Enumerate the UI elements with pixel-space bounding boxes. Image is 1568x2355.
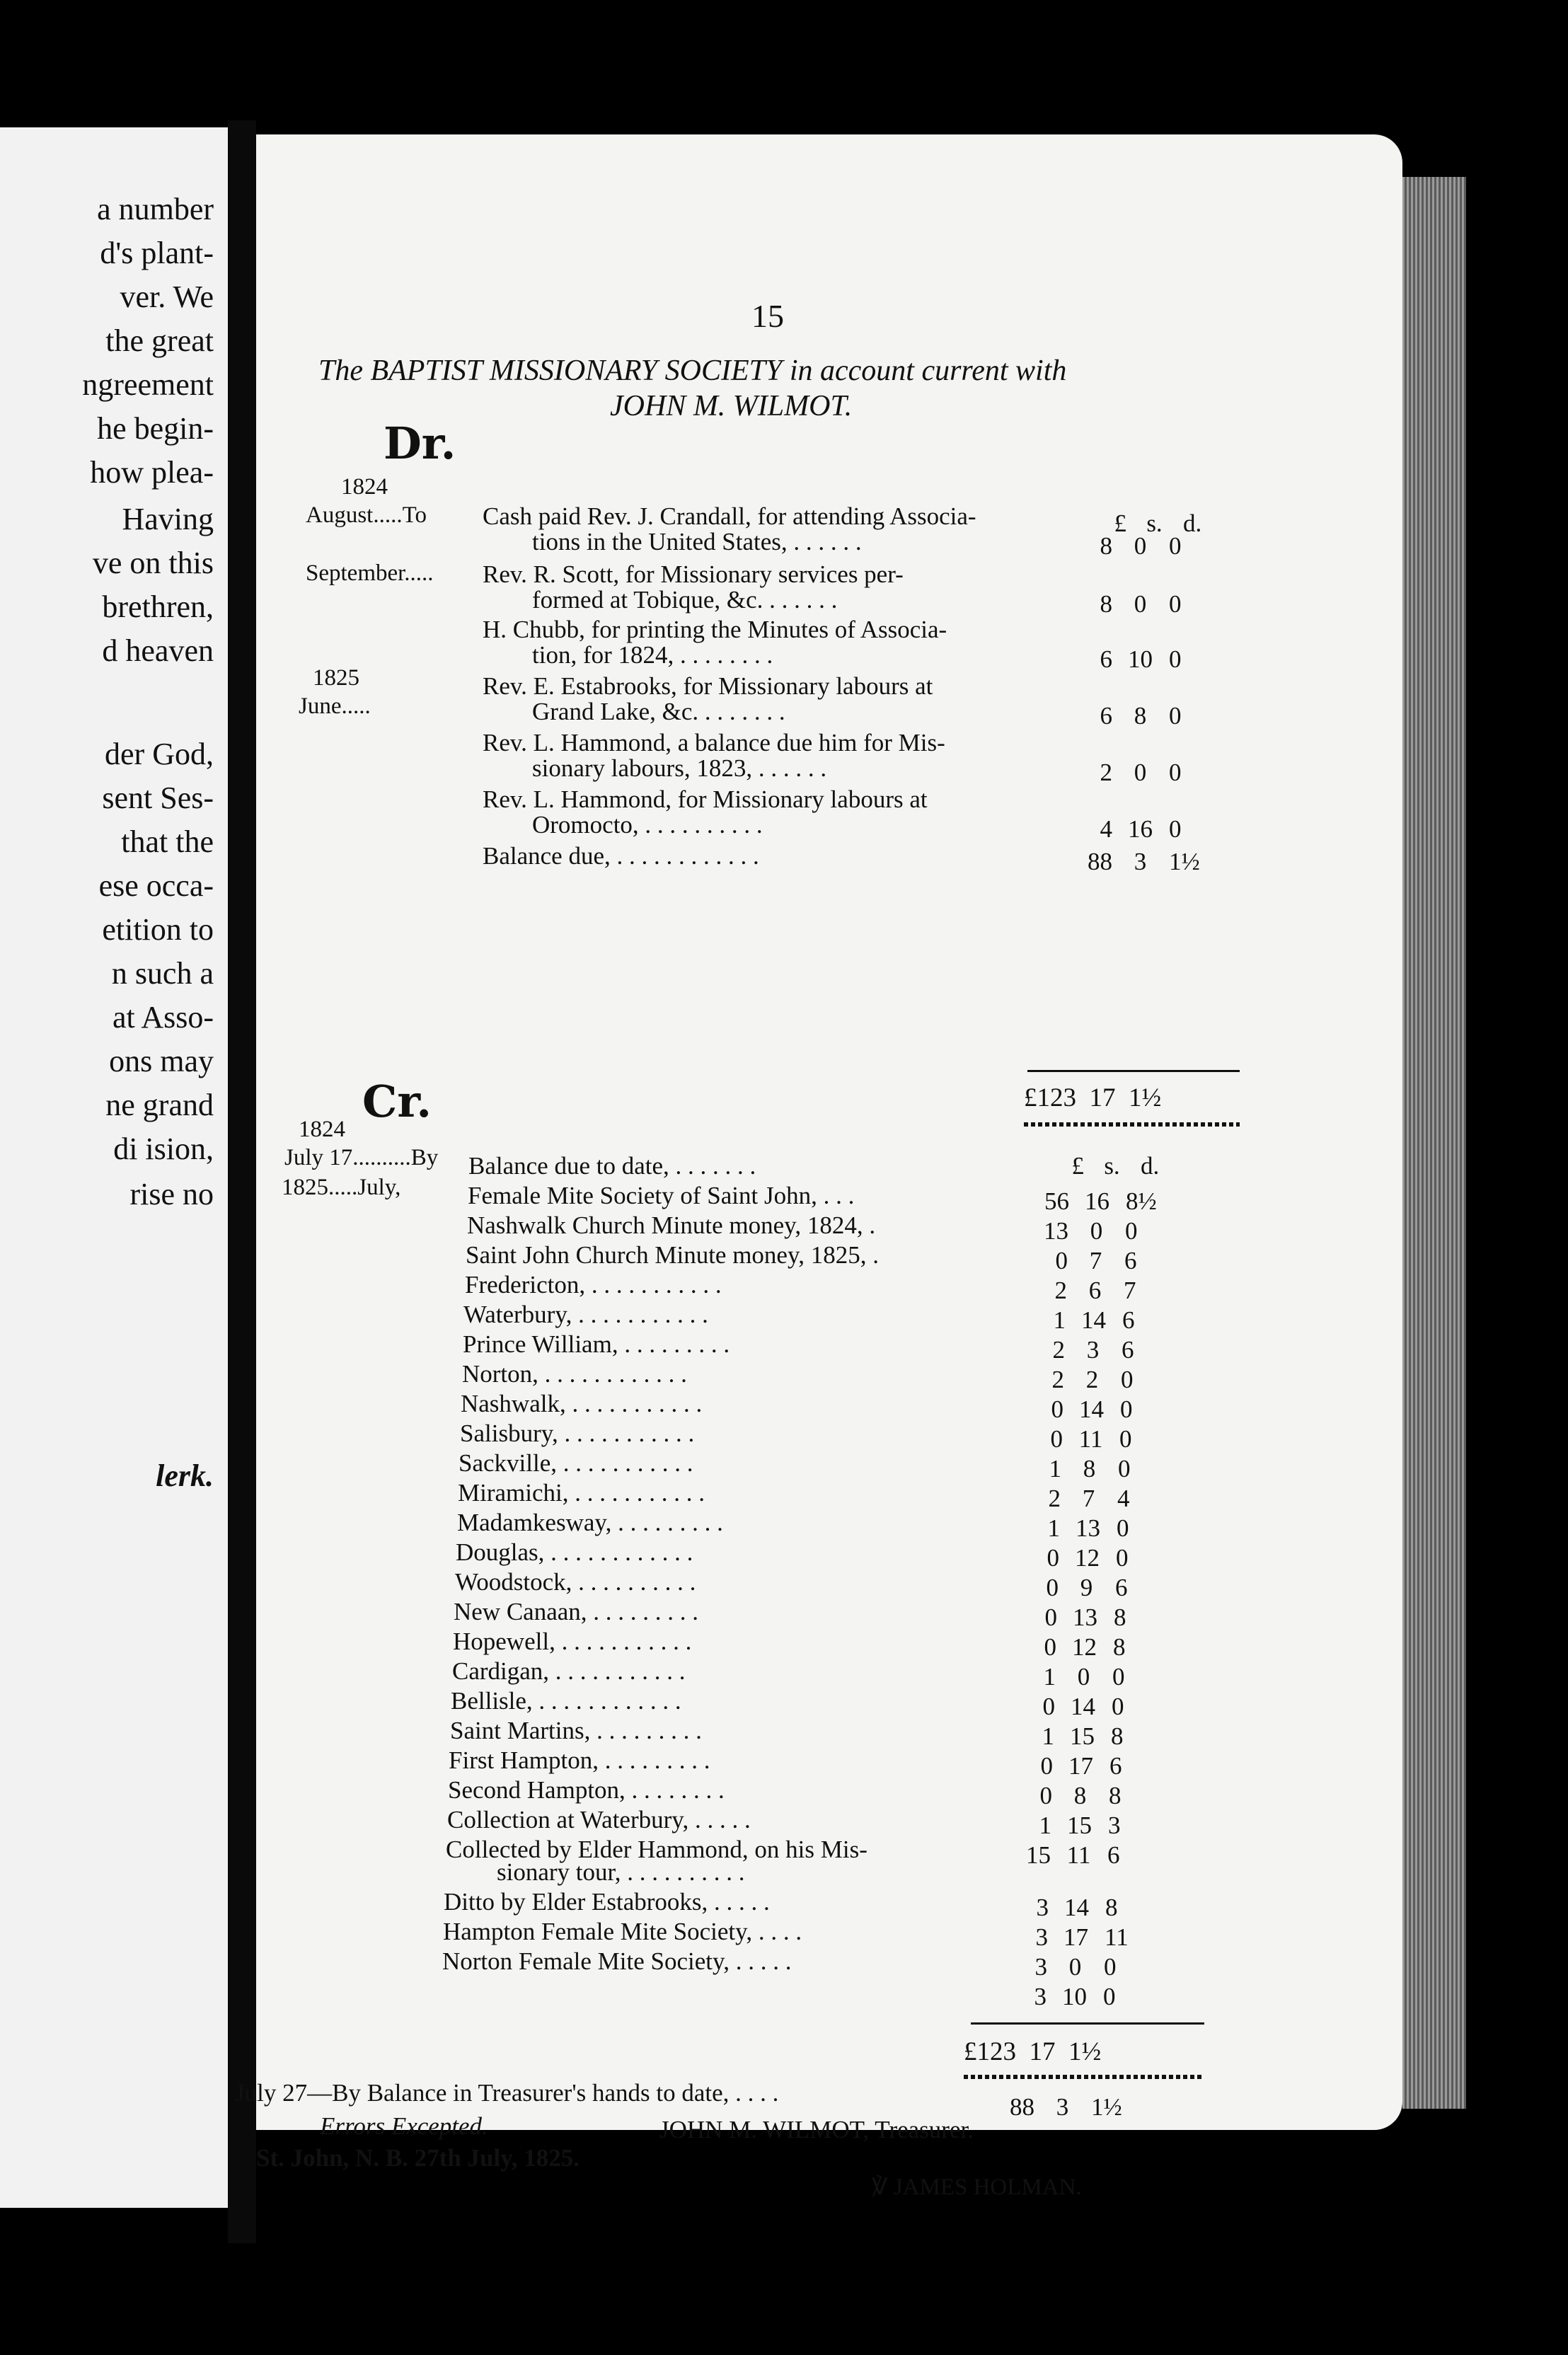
right-page	[235, 134, 1402, 2200]
debit-entry-text: Grand Lake, &c. . . . . . . .	[532, 698, 785, 725]
credit-entry-name: First Hampton, . . . . . . . . .	[449, 1746, 710, 1774]
debit-total-pounds: £123	[1024, 1083, 1076, 1112]
debit-entry-text: tion, for 1824, . . . . . . . .	[532, 641, 773, 669]
credit-entry-amount	[1005, 1953, 1146, 1981]
shillings: 3	[1086, 1336, 1100, 1364]
credit-entry-name: Balance due to date, . . . . . . .	[468, 1152, 756, 1180]
debit-total-rule	[1027, 1070, 1240, 1072]
pence-header: d.	[1141, 1152, 1160, 1180]
pounds: 8	[1100, 532, 1112, 560]
debit-entry-text: Balance due, . . . . . . . . . . . .	[483, 842, 759, 870]
pence: 0	[1169, 815, 1182, 843]
shillings: 16	[1128, 815, 1153, 843]
credit-entry-amount	[1023, 1306, 1165, 1335]
left-page-line: brethren,	[102, 589, 214, 624]
credit-entry-amount	[1022, 1366, 1163, 1394]
credit-entry-amount	[1025, 1277, 1166, 1305]
credit-entry-name: Norton, . . . . . . . . . . . .	[462, 1360, 687, 1388]
debit-entry-text: Oromocto, . . . . . . . . . .	[532, 811, 763, 839]
debit-entry-amount	[1070, 759, 1211, 787]
shillings: 11	[1078, 1425, 1103, 1453]
credit-entry-name: Saint John Church Minute money, 1825, .	[466, 1241, 879, 1269]
credit-entry-amount	[1022, 1336, 1164, 1364]
debit-entry-text: Cash paid Rev. J. Crandall, for attending Associa-	[483, 502, 976, 530]
debit-entry-amount	[1070, 645, 1211, 674]
pence: 6	[1115, 1574, 1128, 1601]
credit-entry-name: Miramichi, . . . . . . . . . . .	[458, 1479, 705, 1507]
pence: 0	[1119, 1425, 1132, 1453]
shillings: 0	[1090, 1217, 1103, 1245]
debit-entry-amount	[1070, 532, 1211, 560]
page-edges	[1402, 177, 1466, 2109]
left-page-line: der God,	[105, 737, 214, 771]
pounds: 3	[1034, 1983, 1047, 2010]
shillings: 10	[1128, 645, 1153, 673]
pence: 0	[1103, 1983, 1116, 2010]
credit-entry-amount	[1010, 1752, 1152, 1780]
debit-entry-text: Rev. E. Estabrooks, for Missionary labours at	[483, 672, 933, 700]
credit-entry-name: New Canaan, . . . . . . . . .	[454, 1598, 699, 1625]
pence: 6	[1122, 1336, 1134, 1364]
pence: 0	[1169, 532, 1182, 560]
pounds: 6	[1100, 645, 1112, 673]
shillings: 16	[1085, 1187, 1109, 1215]
credit-entry-name: Hopewell, . . . . . . . . . . .	[453, 1628, 692, 1655]
shillings: 14	[1081, 1306, 1106, 1334]
left-page-line: at Asso-	[113, 1000, 214, 1035]
pounds: 1	[1042, 1722, 1054, 1750]
pence: 6	[1109, 1752, 1122, 1780]
pounds: 13	[1044, 1217, 1068, 1245]
shillings: 6	[1088, 1277, 1102, 1304]
balance-amount	[992, 2093, 1134, 2121]
shillings: 7	[1089, 1247, 1102, 1274]
shillings: 0	[1134, 532, 1147, 560]
credit-entry-name: Douglas, . . . . . . . . . . . .	[456, 1538, 693, 1566]
shillings: 14	[1079, 1395, 1104, 1423]
left-page	[0, 127, 228, 2208]
account-title: The BAPTIST MISSIONARY SOCIETY in account current with	[318, 355, 1067, 387]
left-page-line: sent Ses-	[102, 781, 214, 815]
shillings: 9	[1080, 1574, 1093, 1601]
credit-entry-amount	[1021, 1395, 1163, 1424]
pence: 6	[1107, 1841, 1120, 1869]
pence: 0	[1104, 1953, 1117, 1981]
book-spine	[228, 120, 256, 2243]
left-page-line: lerk.	[156, 1458, 214, 1493]
credit-entry-amount	[1009, 1812, 1151, 1840]
shillings: 7	[1082, 1485, 1095, 1512]
shillings: 17	[1063, 1923, 1088, 1951]
per-james-holman: ℣ JAMES HOLMAN.	[872, 2175, 1082, 2200]
pence: 0	[1169, 759, 1182, 786]
pounds: 8	[1100, 590, 1112, 618]
left-page-line: how plea-	[90, 455, 214, 490]
pence: 4	[1117, 1485, 1130, 1512]
debit-year-1825: 1825	[313, 665, 359, 691]
credit-entry-amount	[1027, 1158, 1169, 1186]
credit-year-1824: 1824	[299, 1117, 345, 1142]
pence: 0	[1117, 1514, 1129, 1542]
credit-entry-amount	[1018, 1514, 1159, 1543]
credit-entry-amount	[1018, 1485, 1160, 1513]
pounds-header: £	[1114, 509, 1126, 537]
shillings: 13	[1076, 1514, 1100, 1542]
debit-year-1824: 1824	[341, 474, 388, 500]
pence: 8	[1105, 1894, 1118, 1921]
pounds: 2	[1048, 1485, 1061, 1512]
pounds: 1	[1053, 1306, 1066, 1334]
shillings: 3	[1134, 848, 1147, 875]
credit-entry-name: sionary tour, . . . . . . . . . .	[497, 1858, 745, 1886]
pence: 6	[1122, 1306, 1135, 1334]
pounds: 0	[1051, 1395, 1063, 1423]
place-date: St. John, N. B. 27th July, 1825.	[256, 2144, 580, 2172]
shillings: 12	[1072, 1633, 1097, 1661]
account-holder: JOHN M. WILMOT.	[610, 390, 853, 422]
pounds: 3	[1034, 1953, 1047, 1981]
credit-total-pence: 1½	[1068, 2037, 1102, 2066]
shillings: 8	[1073, 1782, 1087, 1809]
credit-label-1825-july: 1825.....July,	[282, 1175, 401, 1200]
credit-total-rule	[971, 2022, 1204, 2025]
balance-line: July 27—By Balance in Treasurer's hands to date, . . . .	[235, 2079, 779, 2107]
shillings: 8	[1083, 1455, 1096, 1482]
debit-total-double-rule	[1024, 1122, 1240, 1127]
credit-entry-name: Saint Martins, . . . . . . . . .	[450, 1717, 702, 1744]
left-page-line: that the	[121, 824, 214, 859]
left-page-line: n such a	[111, 956, 214, 991]
pence: 8½	[1126, 1187, 1157, 1215]
pounds: 3	[1035, 1923, 1048, 1951]
shillings-header: s.	[1104, 1152, 1120, 1180]
debit-total-pence: 1½	[1129, 1083, 1162, 1112]
shillings: 8	[1134, 702, 1147, 730]
debit-label-august: August.....To	[306, 502, 427, 528]
debit-entry-amount	[1070, 848, 1211, 876]
credit-entry-name: Madamkesway, . . . . . . . . .	[457, 1509, 723, 1536]
credit-entry-amount	[1014, 1633, 1155, 1662]
pence: 0	[1118, 1455, 1131, 1482]
balance-pence: 1½	[1091, 2093, 1122, 2121]
errors-excepted: Errors Excepted.	[320, 2112, 488, 2140]
pence: 11	[1105, 1923, 1129, 1951]
credit-entry-name: Norton Female Mite Society, . . . . .	[442, 1947, 792, 1975]
pounds: 3	[1036, 1894, 1049, 1921]
left-page-line: etition to	[102, 912, 214, 947]
pence: 0	[1112, 1663, 1125, 1691]
treasurer-signature: JOHN M. WILMOT, Treasurer.	[659, 2116, 974, 2143]
credit-entry-amount	[1006, 1894, 1148, 1922]
left-page-line: d's plant-	[100, 236, 214, 270]
credit-entry-amount	[1016, 1574, 1158, 1602]
pounds: 2	[1100, 759, 1112, 786]
pence-header: d.	[1183, 509, 1202, 537]
pounds: 15	[1026, 1841, 1051, 1869]
left-page-line: di ision,	[113, 1132, 214, 1166]
credit-entry-amount	[1025, 1247, 1167, 1275]
credit-entry-amount	[1004, 1983, 1146, 2011]
pounds: 0	[1055, 1247, 1068, 1274]
left-page-line: rise no	[129, 1177, 214, 1211]
credit-entry-amount	[1005, 1923, 1147, 1952]
credit-entry-name: Nashwalk, . . . . . . . . . . .	[461, 1390, 703, 1417]
pence: 8	[1109, 1782, 1122, 1809]
pence: 8	[1111, 1722, 1124, 1750]
credit-entry-name: Nashwalk Church Minute money, 1824, .	[467, 1211, 876, 1239]
credit-entry-name: Collected by Elder Hammond, on his Mis-	[446, 1836, 867, 1863]
credit-entry-name: Salisbury, . . . . . . . . . . .	[460, 1420, 695, 1447]
debit-entry-text: Rev. L. Hammond, a balance due him for Mis-	[483, 729, 945, 756]
left-page-line: ngreement	[82, 367, 214, 402]
pence: 0	[1116, 1544, 1129, 1572]
pence: 0	[1121, 1366, 1134, 1393]
credit-entry-amount	[1026, 1217, 1168, 1245]
debit-label-june: June.....	[299, 693, 371, 719]
pence: 6	[1124, 1247, 1137, 1274]
pence: 8	[1114, 1603, 1126, 1631]
debit-entry-text: tions in the United States, . . . . . .	[532, 528, 862, 555]
credit-entry-amount	[1010, 1782, 1151, 1810]
debit-heading: Dr.	[384, 418, 456, 469]
shillings: 11	[1066, 1841, 1091, 1869]
balance-shillings: 3	[1056, 2093, 1069, 2121]
credit-heading: Cr.	[362, 1076, 432, 1127]
pounds: 0	[1042, 1693, 1055, 1720]
credit-entry-name: Woodstock, . . . . . . . . . .	[455, 1568, 696, 1596]
credit-entry-amount	[1027, 1187, 1168, 1216]
debit-entry-text: H. Chubb, for printing the Minutes of Associa-	[483, 616, 947, 643]
credit-entry-amount	[1013, 1693, 1154, 1721]
shillings: 12	[1075, 1544, 1100, 1572]
debit-entry-text: Rev. L. Hammond, for Missionary labours at	[483, 785, 928, 813]
pounds: 0	[1046, 1574, 1059, 1601]
pence: 1½	[1169, 848, 1200, 875]
credit-total-double-rule	[964, 2075, 1204, 2079]
debit-entry-amount	[1070, 702, 1211, 730]
left-page-line: ver. We	[120, 280, 214, 314]
pounds: 1	[1049, 1455, 1061, 1482]
shillings: 10	[1062, 1983, 1087, 2010]
left-page-line: ve on this	[92, 546, 214, 580]
shillings: 17	[1068, 1752, 1093, 1780]
pounds: 0	[1040, 1752, 1053, 1780]
credit-entry-amount	[1017, 1544, 1158, 1572]
shillings: 0	[1068, 1953, 1082, 1981]
pence: 0	[1120, 1395, 1133, 1423]
pence: 0	[1169, 590, 1182, 618]
pounds: 1	[1047, 1514, 1060, 1542]
shillings: 15	[1067, 1812, 1092, 1839]
credit-entry-name: Fredericton, . . . . . . . . . . .	[465, 1271, 722, 1299]
pence: 7	[1124, 1277, 1136, 1304]
credit-total	[964, 2037, 1101, 2067]
credit-total-pounds: £123	[964, 2037, 1016, 2066]
pence: 3	[1108, 1812, 1121, 1839]
credit-entry-name: Hampton Female Mite Society, . . . .	[443, 1918, 802, 1945]
pence: 8	[1113, 1633, 1126, 1661]
shillings: 14	[1064, 1894, 1089, 1921]
left-page-line: he begin-	[97, 411, 214, 446]
credit-total-shillings: 17	[1029, 2037, 1056, 2066]
pounds: 0	[1044, 1603, 1057, 1631]
balance-pounds: 88	[1010, 2093, 1034, 2121]
left-page-line: d heaven	[102, 633, 214, 668]
shillings: 0	[1134, 590, 1147, 618]
left-page-line: the great	[105, 323, 214, 358]
shillings: 0	[1077, 1663, 1090, 1691]
credit-entry-amount	[1012, 1722, 1153, 1751]
debit-entry-text: sionary labours, 1823, . . . . . .	[532, 754, 827, 782]
pounds: 2	[1051, 1366, 1064, 1393]
pounds: 0	[1044, 1633, 1056, 1661]
credit-entry-name: Prince William, . . . . . . . . .	[463, 1330, 730, 1358]
left-page-line: Having	[122, 502, 214, 536]
credit-entry-amount	[1008, 1864, 1149, 1892]
pounds: 1	[1039, 1812, 1051, 1839]
left-page-line: a number	[97, 192, 214, 226]
left-page-line: ne grand	[105, 1088, 214, 1122]
pounds: 2	[1054, 1277, 1067, 1304]
credit-label-july17: July 17..........By	[284, 1145, 439, 1170]
credit-entry-name: Female Mite Society of Saint John, . . .	[468, 1182, 855, 1209]
credit-entry-name: Cardigan, . . . . . . . . . . .	[452, 1657, 686, 1685]
debit-entry-amount	[1070, 815, 1211, 843]
shillings: 13	[1073, 1603, 1097, 1631]
credit-entry-name: Bellisle, . . . . . . . . . . . .	[451, 1687, 681, 1715]
pounds: 1	[1043, 1663, 1056, 1691]
shillings: 0	[1134, 759, 1147, 786]
credit-entry-amount	[1020, 1425, 1162, 1453]
pence: 0	[1169, 702, 1182, 730]
credit-entry-amount	[1015, 1603, 1156, 1632]
debit-entry-amount	[1070, 590, 1211, 618]
debit-total	[1024, 1083, 1161, 1113]
pounds: 6	[1100, 702, 1112, 730]
credit-entry-amount	[1013, 1663, 1155, 1691]
page-number: 15	[751, 298, 784, 334]
shillings: 14	[1071, 1693, 1095, 1720]
shillings: 2	[1085, 1366, 1099, 1393]
debit-entry-text: formed at Tobique, &c. . . . . . .	[532, 586, 838, 614]
credit-entry-name: Ditto by Elder Estabrooks, . . . . .	[444, 1888, 770, 1916]
pounds: 0	[1039, 1782, 1052, 1809]
pounds: 0	[1050, 1425, 1063, 1453]
left-page-line: ons may	[109, 1044, 214, 1078]
credit-entry-name: Second Hampton, . . . . . . . .	[448, 1776, 725, 1804]
debit-entry-text: Rev. R. Scott, for Missionary services per-	[483, 560, 904, 588]
credit-entry-name: Collection at Waterbury, . . . . .	[447, 1806, 751, 1833]
credit-entry-amount	[1019, 1455, 1160, 1483]
pence: 0	[1169, 645, 1182, 673]
pounds: 2	[1052, 1336, 1065, 1364]
pounds-header: £	[1071, 1152, 1084, 1180]
shillings-header: s.	[1146, 509, 1163, 537]
shillings: 15	[1070, 1722, 1095, 1750]
debit-total-shillings: 17	[1089, 1083, 1116, 1112]
pounds: 88	[1088, 848, 1112, 875]
credit-entry-name: Waterbury, . . . . . . . . . . .	[463, 1301, 708, 1328]
left-page-line: ese occa-	[98, 868, 214, 903]
pounds: 0	[1047, 1544, 1059, 1572]
pounds: 4	[1100, 815, 1112, 843]
credit-entry-name: Sackville, . . . . . . . . . . .	[459, 1449, 693, 1477]
pounds: 56	[1044, 1187, 1069, 1215]
pence: 0	[1125, 1217, 1138, 1245]
debit-label-september: September.....	[306, 560, 434, 586]
pence: 0	[1112, 1693, 1124, 1720]
